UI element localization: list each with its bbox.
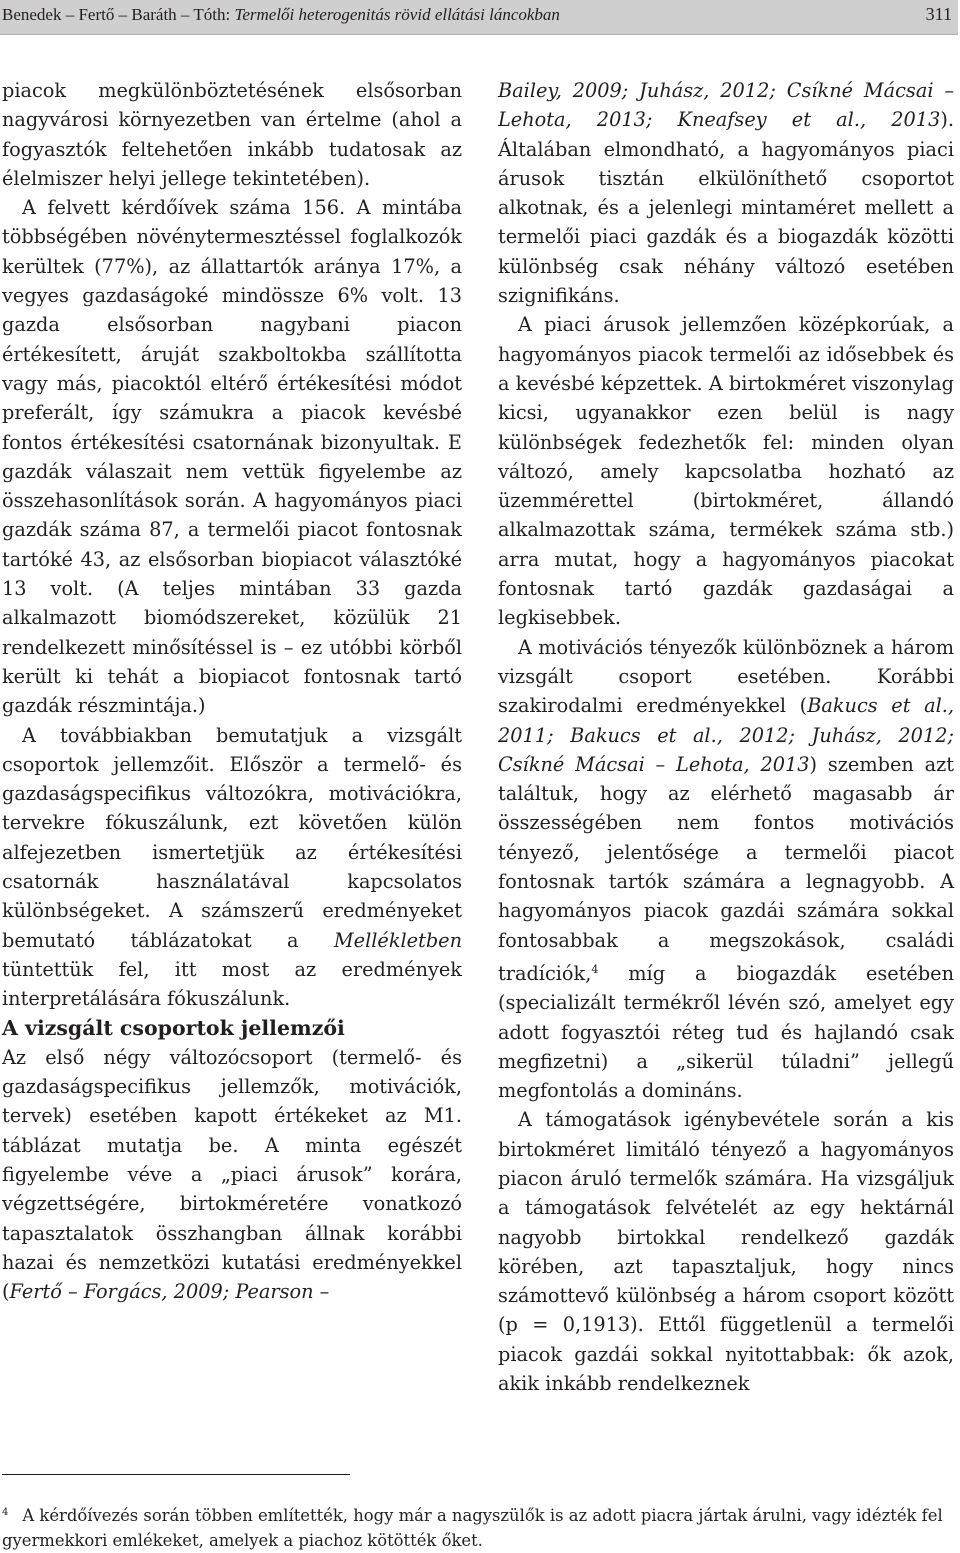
paragraph-text: ). Általában elmondható, a hagyományos piaci árusok tisztán elkülöníthető csoportot alkotnak, és a jelenlegi mintaméret mellett a termelői piaci gazdák és a biogazdák közötti különbség csak néhány változó esetében szignifikáns.	[498, 108, 954, 308]
citation: Fertő – Forgács, 2009; Pearson –	[9, 1280, 330, 1304]
running-title	[2, 5, 560, 25]
page-number: 311	[925, 4, 952, 24]
footnote-reference[interactable]: 4	[591, 962, 599, 976]
paragraph: A felvett kérdőívek száma 156. A mintába többségében növénytermesztéssel foglalkozók kerültek (77%), az állattartók aránya 17%, a vegyes gazdaságoké mindössze 6% volt. 13 gazda elsősorban nagybani piacon értékesített, áruját szakboltokba szállította vagy más, piacoktól eltérő értékesítési módot preferált, így számukra a piacok kevésbé fontos értékesítési csatornának bizonyultak. E gazdák válaszait nem vettük figyelembe az összehasonlítások során. A hagyományos piaci gazdák száma 87, a termelői piacot fontosnak tartóké 43, az elsősorban biopiacot választóké 13 volt. (A teljes mintában 33 gazda alkalmazott biomódszereket, közülük 21 rendelkezett minősítéssel is – ez utóbbi körből került ki tehát a biopiacot fontosnak tartó gazdák részmintája.)	[2, 196, 462, 718]
right-column	[498, 76, 954, 1398]
paragraph	[498, 76, 954, 310]
italic-reference: Mellékletben	[333, 928, 462, 952]
citation: Bakucs et al., 2011; Bakucs et al., 2012; Juhász, 2012; Csíkné Mácsai – Lehota, 2013	[498, 694, 954, 776]
paragraph: piacok megkülönböztetésének elsősorban nagyvárosi környezetben van értelme (ahol a fogyasztók feltehetően inkább tudatosak az élelmiszer helyi jellege tekintetében).	[2, 79, 462, 190]
left-column	[2, 76, 462, 1306]
footnote-text: A kérdőívezés során többen említették, hogy már a nagyszülők is az adott piacra jártak árulni, vagy idézték fel gyermekkori emlékeket, amelyek a piachoz kötötték őket.	[2, 1506, 943, 1550]
running-header	[0, 0, 958, 35]
paragraph: A támogatások igénybevétele során a kis birtokméret limitáló tényező a hagyományos piacon áruló termelők számára. Ha vizsgáljuk a támogatások felvételét az egy hektárnál nagyobb birtokkal rendelkező gazdák körében, azt tapasztaljuk, hogy nincs számottevő különbség a három csoport között (p = 0,1913). Ettől függetlenül a termelői piacok gazdái sokkal nyitottabbak: ők azok, akik inkább rendelkeznek	[498, 1108, 954, 1396]
footnote	[2, 1500, 952, 1553]
paragraph-text: A továbbiakban bemutatjuk a vizsgált csoportok jellemzőit. Először a termelő- és gazdaságspecifikus változókra, motivációkra, tervekre fókuszálunk, ezt követően külön alfejezetben ismertetjük az értékesítési csatornák használatával kapcsolatos különbségeket. A számszerű eredményeket bemutató táblázatokat a	[2, 723, 462, 952]
paragraph-text: tüntettük fel, itt most az eredmények interpretálására fókuszálunk.	[2, 957, 462, 1011]
footnote-divider	[2, 1474, 350, 1475]
section-heading: A vizsgált csoportok jellemzői	[2, 1015, 345, 1040]
paragraph-text: ) szemben azt találtuk, hogy az elérhető magasabb ár összességében nem fontos motivációs tényező, jelentősége a termelői piacot fontosnak tartók számára a legnagyobb. A hagyományos piacok gazdái számára sokkal fontosabbak a megszokások, családi tradíciók,	[498, 752, 954, 985]
paragraph: A piaci árusok jellemzően középkorúak, a hagyományos piacok termelői az idősebbek és a kevésbé képzettek. A birtokméret viszonylag kicsi, ugyanakkor ezen belül is nagy különbségek fedezhetők fel: minden olyan változó, amely kapcsolatba hozható az üzemmérettel (birtokméret, állandó alkalmazottak száma, termékek száma stb.) arra mutat, hogy a hagyományos piacokat fontosnak tartó gazdák gazdaságai a legkisebbek.	[498, 313, 954, 630]
paragraph	[498, 633, 954, 1106]
citation: Bailey, 2009; Juhász, 2012; Csíkné Mácsai – Lehota, 2013; Kneafsey et al., 2013	[498, 79, 954, 132]
header-article-title: Termelői heterogenitás rövid ellátási láncokban	[234, 5, 560, 24]
paragraph-text: A motivációs tényezők különböznek a három vizsgált csoport esetében. Korábbi szakirodalmi eredményekkel (	[498, 635, 954, 718]
paragraph	[2, 721, 462, 1014]
paragraph-text: míg a biogazdák esetében (specializált termékről lévén szó, amelyet egy adott fogyasztói réteg tud és hajlandó csak megfizetni) a „sikerül túladni” jellegű megfontolás a domináns.	[498, 961, 954, 1103]
footnote-number: 4	[2, 1507, 9, 1518]
paragraph-text: Az első négy változócsoport (termelő- és gazdaságspecifikus jellemzők, motivációk, tervek) esetében kapott értékeket az M1. táblázat mutatja be. A minta egészét figyelembe véve a „piaci árusok” korára, végzettségére, birtokméretére vonatkozó tapasztalatok összhangban állnak korábbi hazai és nemzetközi kutatási eredményekkel (	[2, 1045, 462, 1304]
paragraph	[2, 1043, 462, 1307]
header-authors: Benedek – Fertő – Baráth – Tóth:	[2, 5, 235, 24]
